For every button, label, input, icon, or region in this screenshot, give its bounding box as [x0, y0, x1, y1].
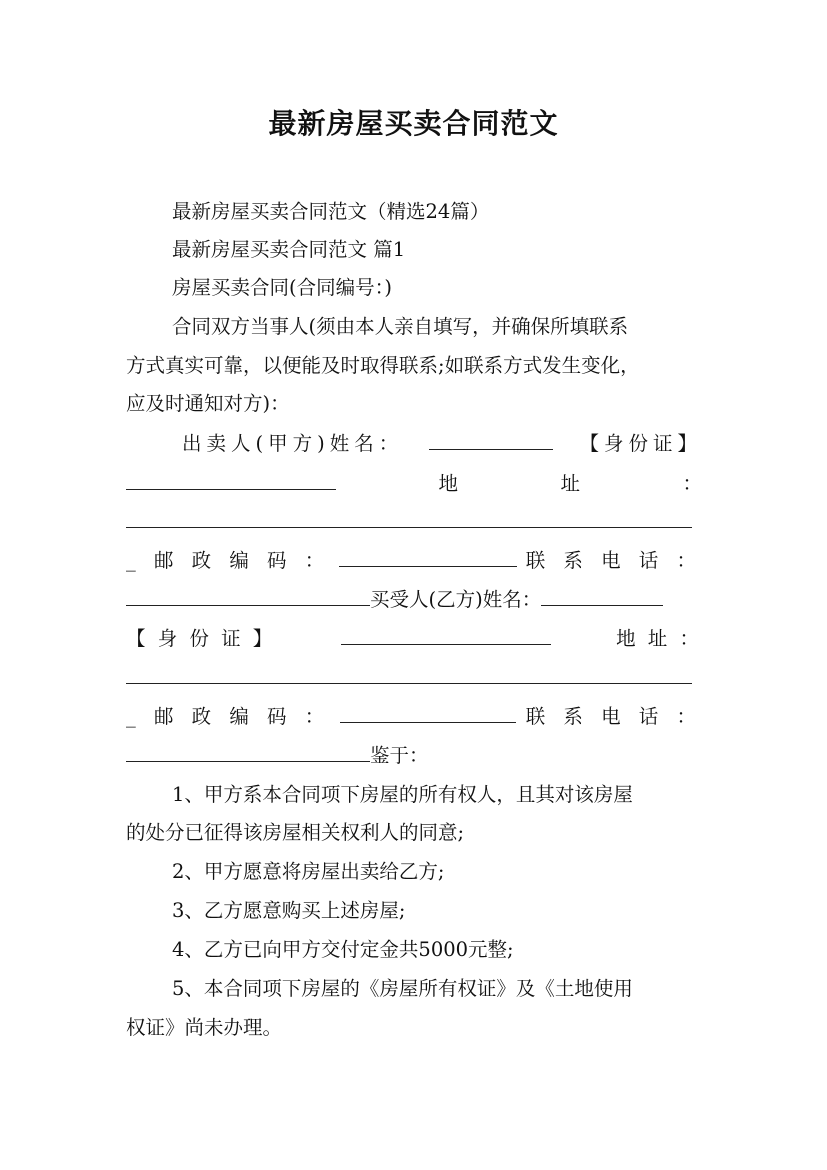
whereas-row	[126, 742, 702, 770]
buyer-postal-code-label: _ 邮 政 编 码 ：	[126, 705, 331, 728]
clause-2: 2、甲方愿意将房屋出卖给乙方;	[172, 860, 445, 883]
clause-3: 3、乙方愿意购买上述房屋;	[172, 899, 406, 922]
seller-postal-blank[interactable]	[339, 548, 517, 567]
address-label-di: 地	[438, 472, 458, 495]
seller-postal-row	[126, 547, 702, 575]
address-label-colon: ：	[682, 472, 702, 495]
buyer-postal-row	[126, 703, 702, 731]
seller-address-row	[126, 470, 702, 498]
phone-label: 联 系 电 话 ：	[525, 549, 702, 572]
seller-phone-blank[interactable]	[126, 587, 370, 606]
seller-address-blank-row	[126, 508, 702, 536]
buyer-id-blank[interactable]	[341, 626, 551, 645]
buyer-address-blank-row	[126, 664, 702, 692]
buyer-id-card-label: 【 身 份 证 】	[126, 627, 276, 650]
parties-intro-line-2: 方式真实可靠，以便能及时取得联系;如联系方式发生变化，	[126, 354, 640, 377]
buyer-name-blank[interactable]	[541, 587, 663, 606]
seller-name-row	[182, 430, 702, 458]
buyer-name-label: 买受人(乙方)姓名：	[370, 588, 542, 611]
buyer-id-row	[126, 625, 702, 653]
clause-5-line-1: 5、本合同项下房屋的《房屋所有权证》及《土地使用	[172, 977, 633, 1000]
chapter-heading: 最新房屋买卖合同范文 篇1	[172, 238, 406, 261]
buyer-phone-blank[interactable]	[126, 743, 370, 762]
parties-intro-line-1: 合同双方当事人(须由本人亲自填写，并确保所填联系	[172, 315, 629, 338]
clause-1-line-2: 的处分已征得该房屋相关权利人的同意;	[126, 821, 465, 844]
subtitle-line: 最新房屋买卖合同范文（精选24篇）	[172, 200, 490, 223]
buyer-phone-label: 联 系 电 话 ：	[525, 705, 702, 728]
seller-name-blank[interactable]	[429, 431, 553, 450]
seller-id-blank[interactable]	[126, 471, 336, 490]
buyer-address-blank[interactable]	[126, 665, 692, 684]
id-card-label: 【身份证】	[579, 432, 702, 455]
address-label-zhi: 址	[560, 472, 580, 495]
buyer-name-row	[126, 586, 702, 614]
buyer-postal-blank[interactable]	[340, 704, 516, 723]
clause-1-line-1: 1、甲方系本合同项下房屋的所有权人，且其对该房屋	[172, 783, 633, 806]
contract-number-line: 房屋买卖合同(合同编号：)	[172, 276, 392, 299]
postal-code-label: _ 邮 政 编 码 ：	[126, 549, 331, 572]
parties-intro-line-3: 应及时通知对方)：	[126, 392, 290, 415]
whereas-label: 鉴于：	[370, 744, 429, 767]
clause-4: 4、乙方已向甲方交付定金共5000元整;	[172, 938, 514, 961]
document-title: 最新房屋买卖合同范文	[268, 107, 559, 140]
clause-5-line-2: 权证》尚未办理。	[126, 1016, 283, 1039]
seller-name-label: 出卖人(甲方)姓名：	[182, 432, 404, 455]
seller-address-blank[interactable]	[126, 509, 692, 528]
buyer-address-label: 地 址 ：	[616, 627, 702, 650]
